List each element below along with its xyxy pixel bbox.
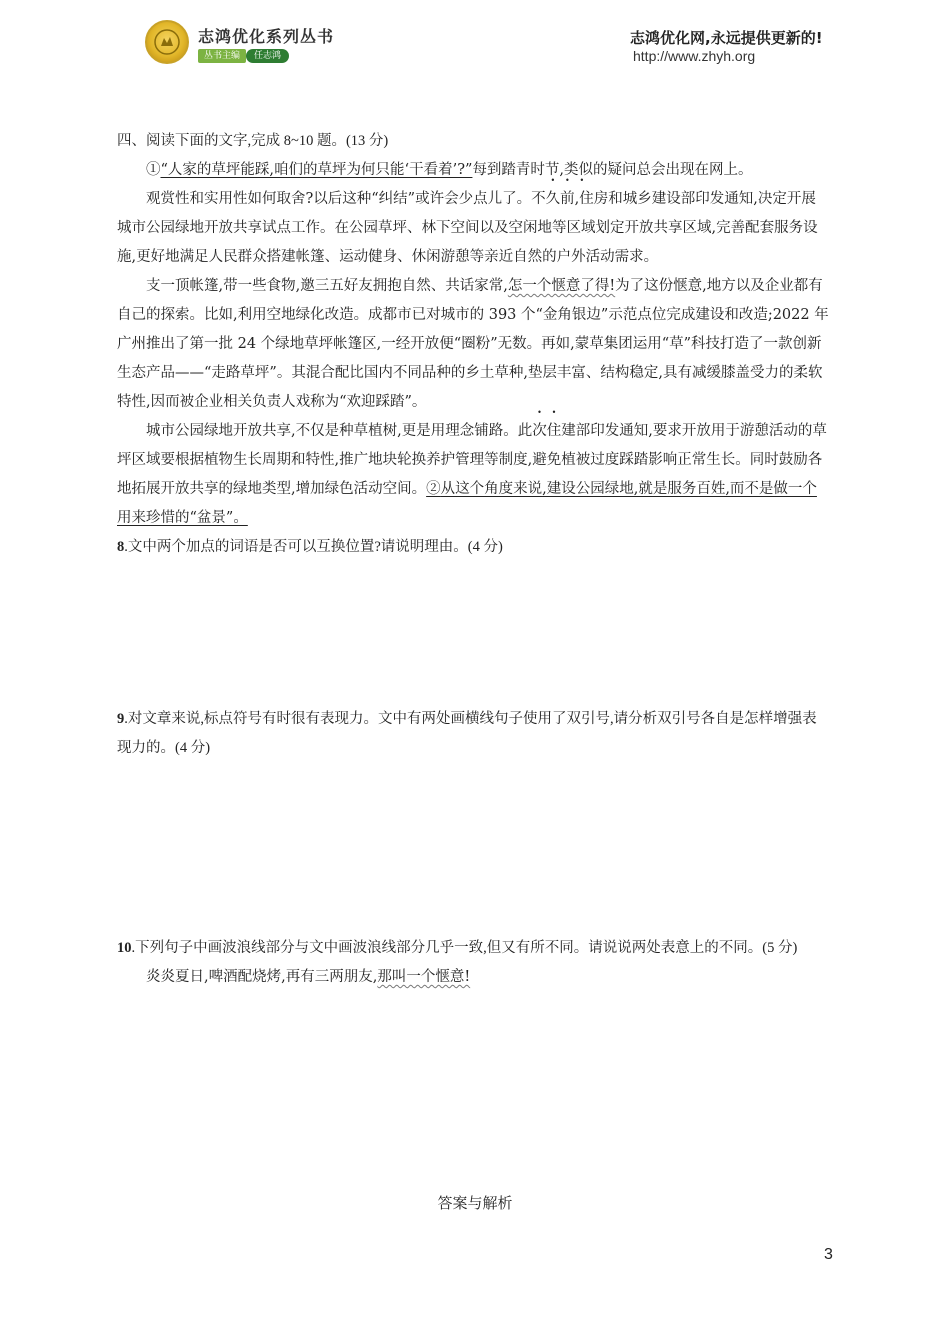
sentence-marker-2: ② [426, 481, 441, 497]
paragraph-2-rest: ,住房和城乡建设部印发通知,决定开展城市公园绿地开放共享试点工作。在公园草坪、林下空间以及空闲地等区域划定开放共享区域,完善配套服务设施,更好地满足人民群众搭建帐篷、运动健身、休闲游憩等亲近自然的户外活动需求。 [117, 191, 818, 265]
question-text: .对文章来说,标点符号有时很有表现力。文中有两处画横线句子使用了双引号,请分析双引号各自是怎样增强表现力的。(4 分) [117, 711, 817, 756]
question-8 [117, 533, 829, 562]
site-url-link[interactable]: http://www.zhyh.org [633, 48, 756, 64]
example-sentence: 炎炎夏日,啤酒配烧烤,再有三两朋友, [146, 969, 378, 985]
dotted-word-2 [518, 423, 547, 439]
dotted-word-1 [531, 191, 575, 207]
question-number: 10 [117, 940, 132, 956]
question-number: 8 [117, 539, 125, 555]
question-10 [117, 934, 829, 963]
section-title: 四、阅读下面的文字,完成 8~10 题。(13 分) [117, 133, 389, 149]
question-number: 9 [117, 711, 125, 727]
paragraph-3-rest: 为了这份惬意,地方以及企业都有自己的探索。比如,利用空地绿化改造。成都市已对城市的 393 个“金角银边”示范点位完成建设和改造;2022 年广州推出了第一批 24 个绿地草坪帐篷区,一经开放便“圈粉”无数。再如,蒙草集团运用“草”科技打造了一款创新生态产品——“走路草坪”。其混合配比国内不同品种的乡土草种,垫层丰富、结构稳定,具有减缓膝盖受力的柔软特性,因而被企业相关负责人戏称为“欢迎踩踏”。 [117, 278, 829, 410]
underlined-sentence-1: “人家的草坪能踩,咱们的草坪为何只能‘干看着’?” [160, 162, 473, 178]
document-body [117, 127, 829, 992]
answer-section-title: 答案与解析 [437, 1194, 513, 1212]
site-slogan: 志鸿优化网,永远提供更新的! [630, 29, 823, 47]
editor-name: 任志鸿 [246, 49, 289, 63]
passage-paragraph-1 [117, 156, 829, 185]
answer-space-8 [117, 562, 829, 705]
paragraph-1-rest: 每到踏青时节,类似的疑问总会出现在网上。 [472, 162, 753, 178]
question-text: .文中两个加点的词语是否可以互换位置?请说明理由。(4 分) [124, 539, 503, 555]
dotted-char: 前 [560, 191, 575, 207]
dotted-char: 次 [532, 423, 547, 439]
paragraph-3-start: 支一顶帐篷,带一些食物,邀三五好友拥抱自然、共话家常, [146, 278, 508, 294]
question-9 [117, 705, 829, 763]
dotted-char: 此 [517, 423, 533, 439]
sentence-marker-1: ① [146, 162, 161, 178]
passage-paragraph-2 [117, 185, 829, 272]
paragraph-4-start: 城市公园绿地开放共享,不仅是种草植树,更是用理念铺路。 [146, 423, 518, 439]
series-logo-icon [145, 20, 189, 64]
example-wavy-phrase: 那叫一个惬意! [377, 969, 471, 985]
paragraph-2-start: 观赏性和实用性如何取舍?以后这种“纠结”或许会少点儿了。 [146, 191, 532, 207]
underlined-sentence-2: 从这个角度来说,建设公园绿地,就是服务百姓,而不是做一个用来珍惜的“盆景”。 [117, 481, 817, 526]
question-text: .下列句子中画波浪线部分与文中画波浪线部分几乎一致,但又有所不同。请说说两处表意上的不同。(5 分) [131, 940, 798, 956]
page-number: 3 [824, 1246, 833, 1263]
page-header [0, 0, 950, 80]
dotted-char: 久 [545, 191, 561, 207]
paragraph-4-middle: 住建部印发通知,要求开放用于游憩活动的草坪区域要根据植物生长周期和特性,推广地块轮换养护管理等制度,避免植被过度踩踏影响正常生长。同时鼓励各地拓展开放共享的绿地类型,增加绿色活动空间。 [117, 423, 827, 497]
dotted-char: 不 [531, 191, 546, 207]
wavy-underlined-phrase: 怎一个惬意了得! [507, 278, 616, 294]
answer-space-9 [117, 763, 829, 934]
question-10-example [117, 963, 829, 992]
series-title: 志鸿优化系列丛书 [198, 27, 335, 46]
passage-paragraph-4 [117, 417, 829, 533]
editor-label: 丛书主编 [198, 49, 246, 63]
passage-paragraph-3 [117, 272, 829, 417]
